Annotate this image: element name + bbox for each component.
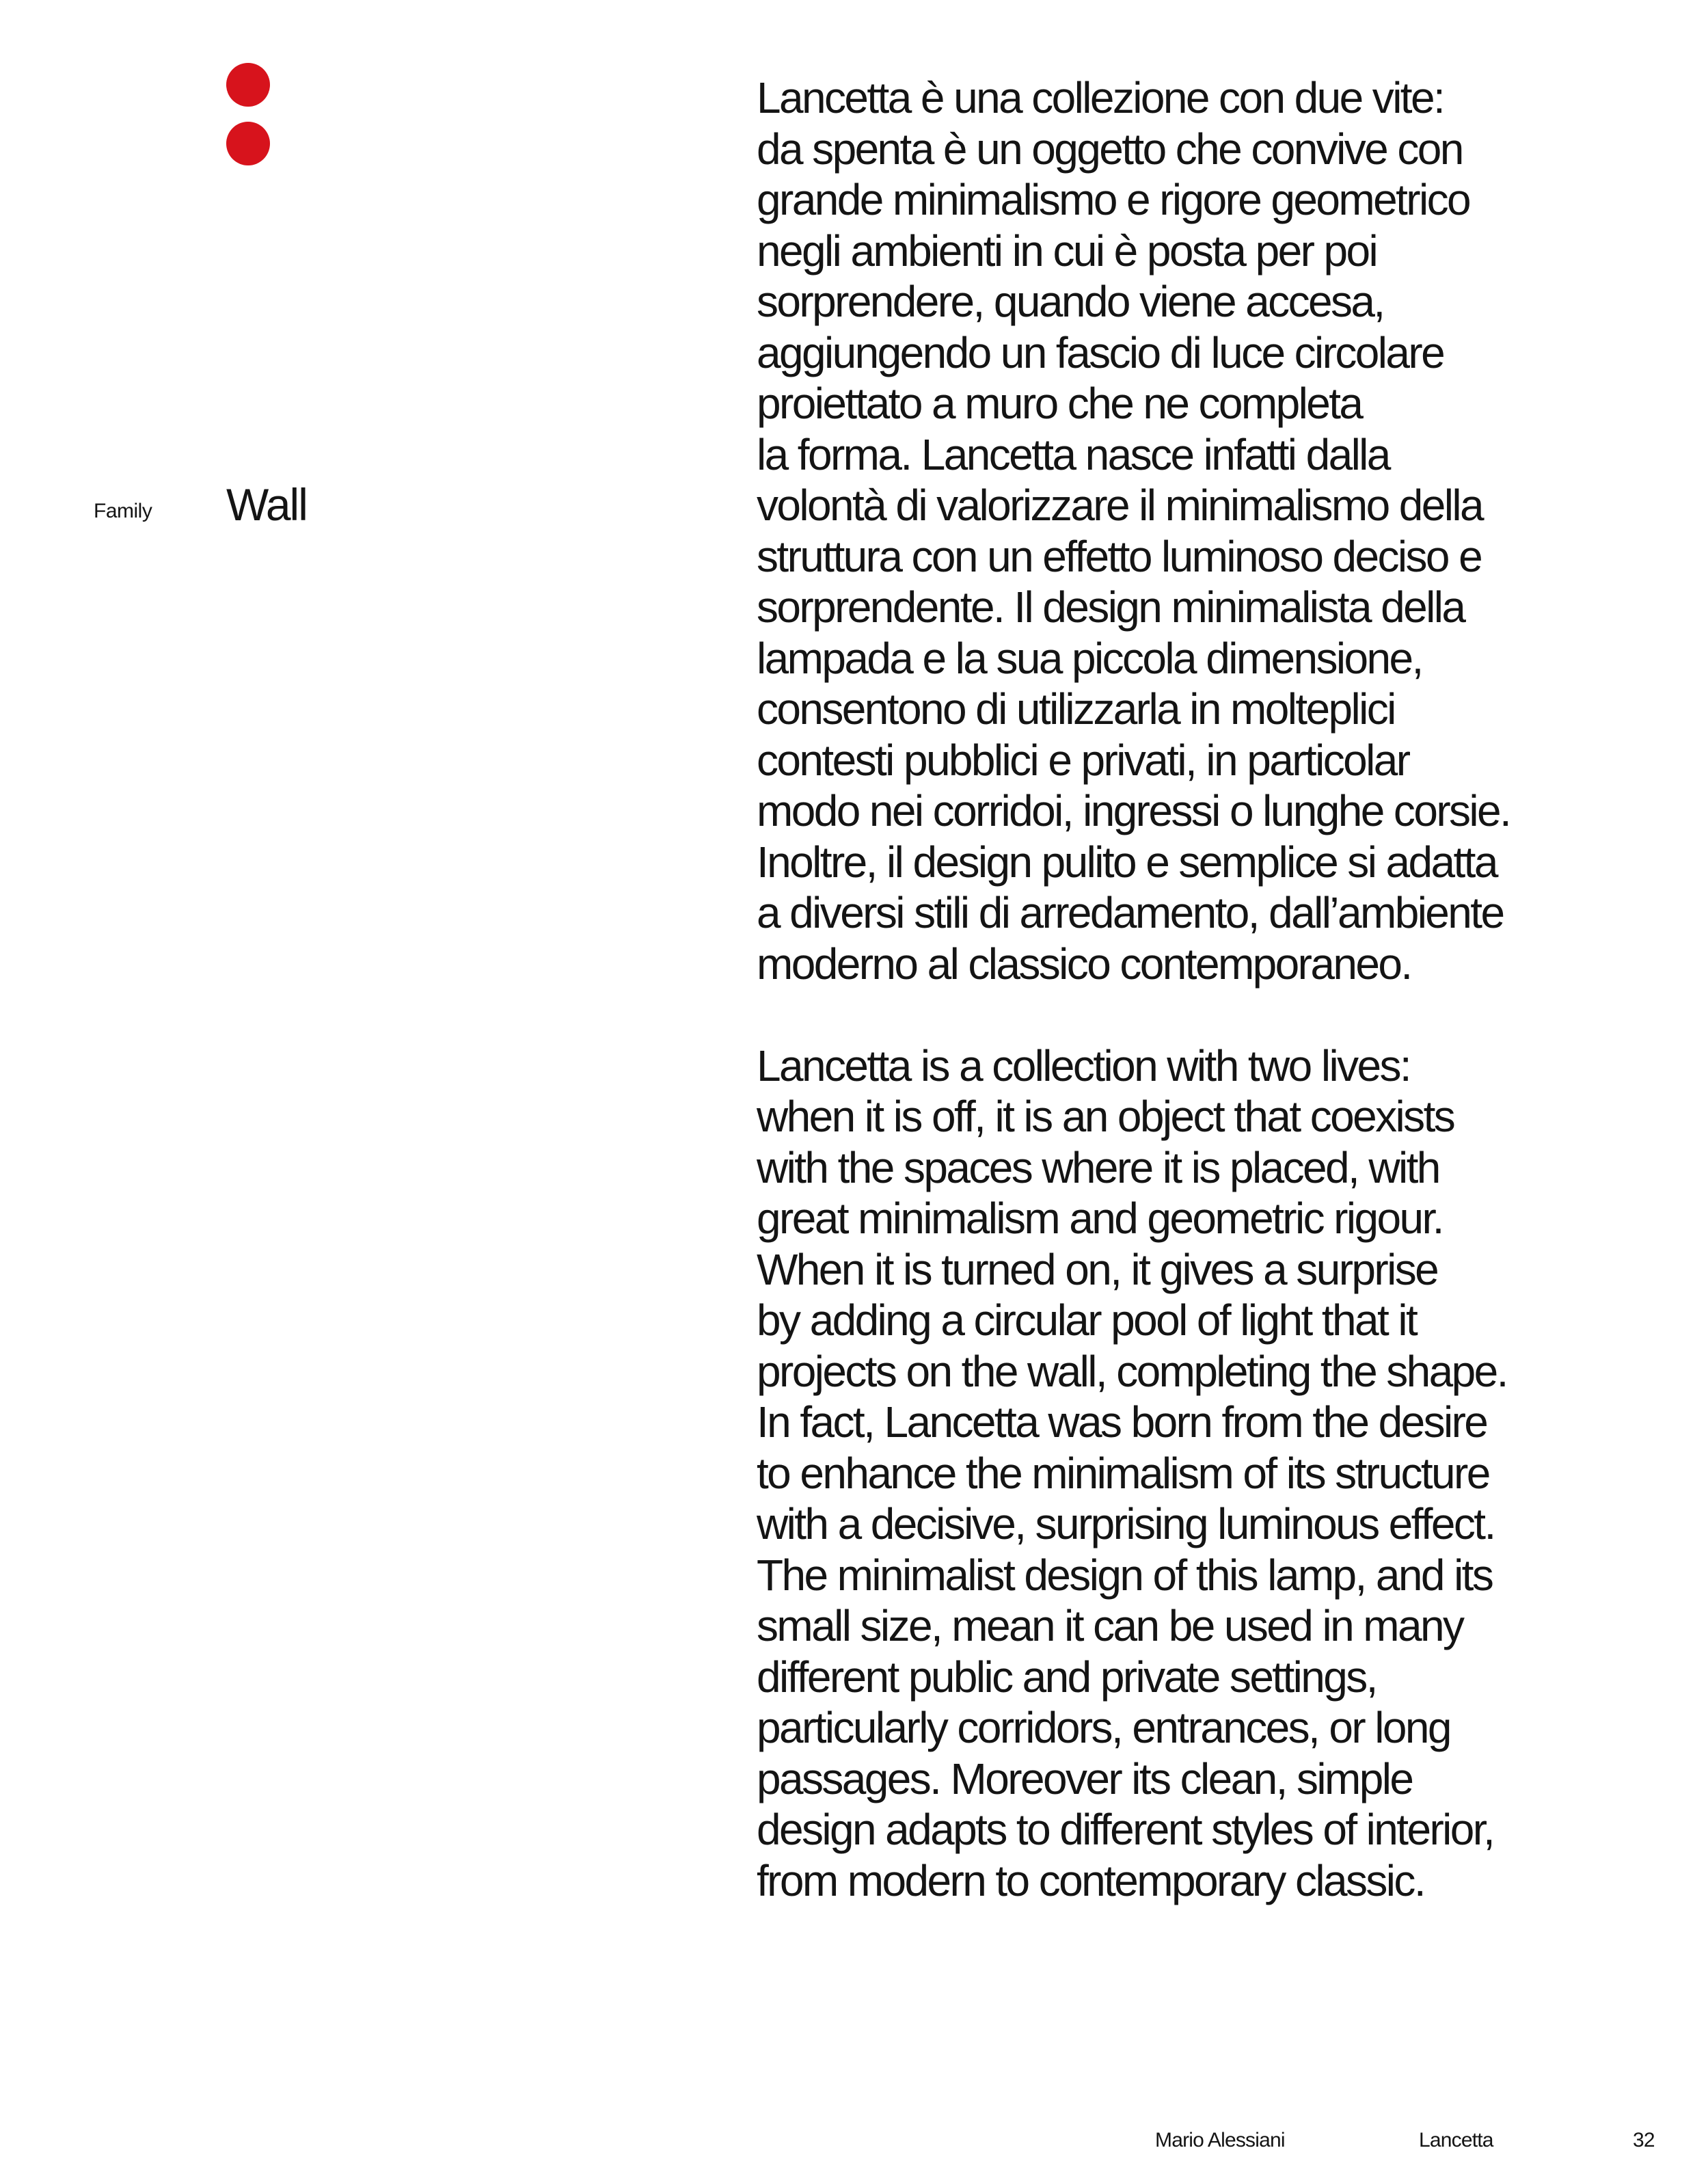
description-line: passages. Moreover its clean, simple <box>757 1754 1413 1803</box>
logo-dot-bottom <box>226 122 270 165</box>
description-line: different public and private settings, <box>757 1652 1377 1702</box>
description-line: from modern to contemporary classic. <box>757 1855 1424 1905</box>
description-line: projects on the wall, completing the shape. <box>757 1346 1507 1396</box>
description-italian <box>757 72 1672 989</box>
brand-logo <box>226 63 270 165</box>
product-description <box>757 72 1672 1906</box>
description-line: with a decisive, surprising luminous effect. <box>757 1499 1495 1548</box>
family-value: Wall <box>226 479 307 530</box>
description-line: particularly corridors, entrances, or long <box>757 1703 1450 1752</box>
footer-author: Mario Alessiani <box>1155 2129 1285 2151</box>
description-line: small size, mean it can be used in many <box>757 1601 1463 1650</box>
footer-title: Lancetta <box>1419 2129 1493 2151</box>
description-line: aggiungendo un fascio di luce circolare <box>757 327 1444 377</box>
description-line: grande minimalismo e rigore geometrico <box>757 175 1470 224</box>
description-line: da spenta è un oggetto che convive con <box>757 124 1463 174</box>
description-line: sorprendente. Il design minimalista della <box>757 582 1465 632</box>
description-line: design adapts to different styles of interior, <box>757 1805 1494 1854</box>
logo-dot-top <box>226 63 270 107</box>
description-line: volontà di valorizzare il minimalismo della <box>757 481 1482 530</box>
description-line: proiettato a muro che ne completa <box>757 379 1362 428</box>
description-line: to enhance the minimalism of its structure <box>757 1448 1489 1498</box>
family-label: Family <box>94 500 152 522</box>
page-number: 32 <box>1633 2129 1655 2151</box>
description-line: contesti pubblici e privati, in particolar <box>757 735 1409 785</box>
description-line: consentono di utilizzarla in molteplici <box>757 684 1395 734</box>
description-line: by adding a circular pool of light that it <box>757 1296 1417 1345</box>
description-line: moderno al classico contemporaneo. <box>757 939 1411 989</box>
description-line: a diversi stili di arredamento, dall’ambiente <box>757 888 1504 937</box>
description-line: Lancetta è una collezione con due vite: <box>757 73 1444 122</box>
description-line: negli ambienti in cui è posta per poi <box>757 226 1377 276</box>
description-line: lampada e la sua piccola dimensione, <box>757 633 1422 683</box>
description-line: In fact, Lancetta was born from the desire <box>757 1397 1487 1447</box>
description-english <box>757 1041 1672 1907</box>
description-line: modo nei corridoi, ingressi o lunghe corsie. <box>757 786 1510 835</box>
description-line: great minimalism and geometric rigour. <box>757 1194 1443 1243</box>
description-line: When it is turned on, it gives a surprise <box>757 1244 1438 1294</box>
description-line: when it is off, it is an object that coexists <box>757 1092 1454 1141</box>
description-line: Inoltre, il design pulito e semplice si adatta <box>757 837 1497 887</box>
description-line: la forma. Lancetta nasce infatti dalla <box>757 429 1390 479</box>
description-line: sorprendere, quando viene accesa, <box>757 277 1384 326</box>
description-line: with the spaces where it is placed, with <box>757 1142 1439 1192</box>
description-line: The minimalist design of this lamp, and its <box>757 1550 1493 1600</box>
description-line: Lancetta is a collection with two lives: <box>757 1041 1411 1090</box>
description-line: struttura con un effetto luminoso deciso e <box>757 531 1482 581</box>
